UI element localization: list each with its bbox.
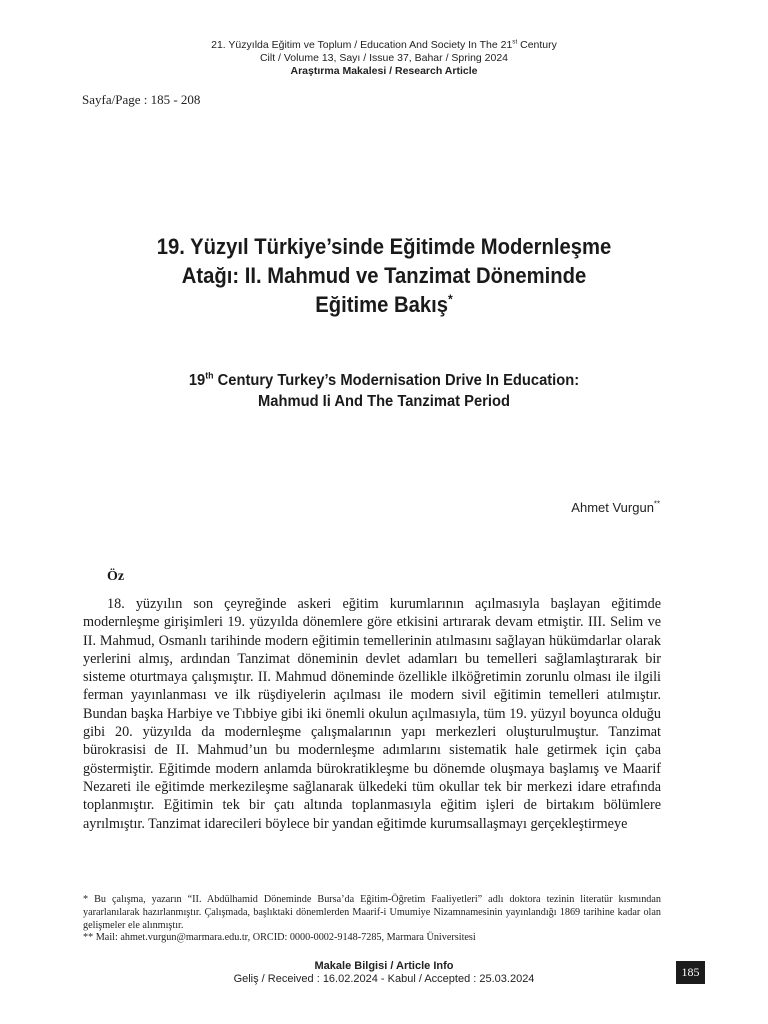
author-name: Ahmet Vurgun xyxy=(571,500,654,515)
title-tr-line1: 19. Yüzyıl Türkiye’sinde Eğitimde Modernleşme xyxy=(156,234,612,259)
page-number: 185 xyxy=(676,961,705,984)
abstract-body: 18. yüzyılın son çeyreğinde askeri eğitim kurumlarının açılmasıyla başlayan eğitimde modernleşme girişimleri 19. yüzyılda dönemlere göre etkisini artırarak devam etmiştir. III. Selim ve II. Mahmud, Osmanlı tarihinde modern eğitimin temellerinin atılmasını sağlayan hükümdarlar olarak yerlerini almış, ardından Tanzimat döneminin devlet adamları bu temelleri sağlamlaştırarak bir sisteme oturtmaya çalışmıştır. II. Mahmud döneminde özellikle ilköğretimin zorunlu olması ile ilgili ferman yayınlanması ve ilk rüşdiyelerin açılması ile modern sivil eğitimin temelleri atılmıştır. Bundan başka Harbiye ve Tıbbiye gibi iki önemli okulun açılmasıyla, tüm 19. yüzyıl boyunca olduğu gibi 20. yüzyılda da modernleşme çalışmalarının yapı merkezleri oluşturulmuştur. Tanzimat bürokrasisi de II. Mahmud’un bu modernleşme adımlarını sistematik hale getirmek için çaba göstermiştir. Eğitimde modern anlamda bürokratikleşme bu dönemde oluşmaya başlamış ve Maarif Nezareti ile eğitimde merkezileşme sağlanarak ülkedeki tüm okullar tek bir merkezi idare etrafında toplanmıştır. Eğitimin tek bir çatı altında toplanmasıyla eğitim işleri de birtakım bölümlere ayrılmıştır. Tanzimat idarecileri böylece bir yandan eğitimde kurumsallaşmayı gerçekleştirmeye xyxy=(83,596,661,832)
article-info-heading: Makale Bilgisi / Article Info xyxy=(314,960,454,972)
title-tr-line2: Atağı: II. Mahmud ve Tanzimat Döneminde xyxy=(181,263,587,288)
journal-header xyxy=(0,39,768,78)
article-info xyxy=(0,960,768,986)
journal-volume: Cilt / Volume 13, Sayı / Issue 37, Bahar / Spring 2024 xyxy=(259,52,509,64)
title-en-line2: Mahmud Ii And The Tanzimat Period xyxy=(258,393,510,410)
page-range: Sayfa/Page : 185 - 208 xyxy=(82,92,201,107)
footnote-2: ** Mail: ahmet.vurgun@marmara.edu.tr, ORCID: 0000-0002-9148-7285, Marmara Üniversitesi xyxy=(83,932,476,944)
century-superscript: st xyxy=(512,38,518,46)
title-turkish xyxy=(108,232,660,319)
title-en-line1: 19th Century Turkey’s Modernisation Drive In Education: xyxy=(188,370,580,389)
footnotes xyxy=(83,894,661,945)
article-dates: Geliş / Received : 16.02.2024 - Kabul / Accepted : 25.03.2024 xyxy=(233,973,535,985)
title-english xyxy=(108,370,660,412)
title-footnote-mark[interactable]: * xyxy=(447,291,453,307)
abstract-heading: Öz xyxy=(107,569,125,584)
journal-title: 21. Yüzyılda Eğitim ve Toplum / Education And Society In The 21st Century xyxy=(211,38,557,51)
author xyxy=(571,500,660,515)
title-tr-line3: Eğitime Bakış* xyxy=(315,291,453,317)
author-footnote-mark[interactable]: ** xyxy=(653,499,660,509)
footnote-1: * Bu çalışma, yazarın “II. Abdülhamid Döneminde Bursa’da Eğitim-Öğretim Faaliyetleri” adlı doktora tezinin literatür kısmından yararlanılarak hazırlanmıştır. Çalışmada, başlıktaki dönemlerden Maarif-i Umumiye Nizamnamesinin yayınlandığı 1869 tarihine kadar olan gelişmeler ele alınmıştır. xyxy=(83,894,661,931)
article-type: Araştırma Makalesi / Research Article xyxy=(290,65,478,77)
